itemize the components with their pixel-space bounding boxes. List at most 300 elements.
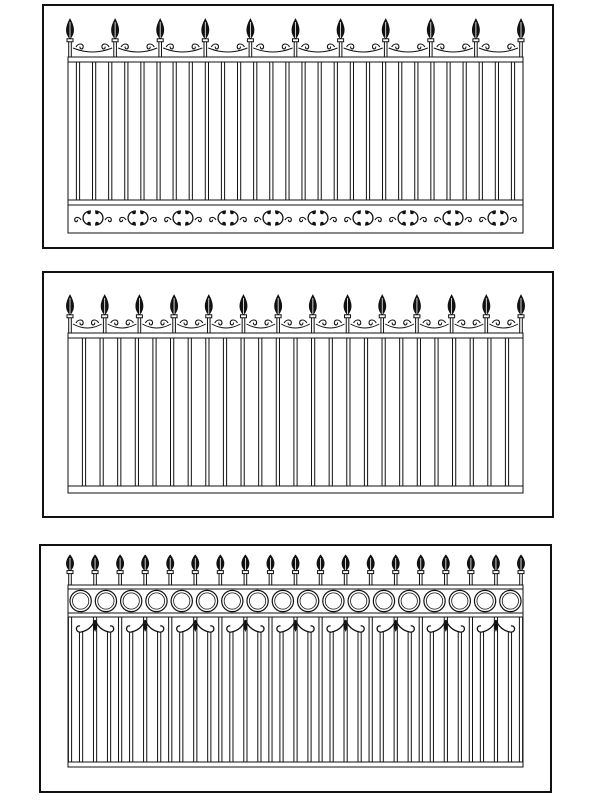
vertical-bar bbox=[223, 338, 226, 486]
vertical-bar bbox=[382, 338, 385, 486]
ring-inner bbox=[376, 593, 392, 609]
spear-finial bbox=[157, 19, 164, 57]
fence-panel-spear-scroll-top-scroll-bottom bbox=[43, 5, 553, 248]
scroll-knob bbox=[357, 211, 361, 215]
ring bbox=[222, 590, 243, 611]
drop-bar bbox=[358, 632, 361, 762]
scroll-knob bbox=[320, 211, 324, 215]
scroll-curl bbox=[435, 217, 441, 221]
fence-panel-spear-scroll-top bbox=[43, 272, 553, 517]
scroll-curl bbox=[255, 217, 261, 221]
scroll-curl bbox=[354, 320, 361, 325]
scroll-curl bbox=[420, 217, 426, 221]
scroll-curl bbox=[300, 320, 307, 325]
spear-finial bbox=[247, 19, 254, 57]
spear-finial bbox=[342, 555, 349, 585]
top-scroll bbox=[434, 44, 473, 52]
ring-inner bbox=[224, 593, 240, 609]
vertical-bar bbox=[173, 62, 176, 200]
spear-finial bbox=[192, 555, 199, 585]
ring-inner bbox=[174, 593, 190, 609]
drop-scroll-left bbox=[227, 620, 246, 632]
spear-finial bbox=[413, 295, 420, 333]
ring bbox=[474, 590, 495, 611]
scroll-arc bbox=[455, 324, 484, 328]
vertical-bar bbox=[189, 62, 192, 200]
spear-finial bbox=[171, 295, 178, 333]
scroll-arc bbox=[351, 324, 380, 328]
ring-inner bbox=[351, 593, 367, 609]
scroll-curl bbox=[388, 320, 395, 325]
scroll-knob bbox=[455, 211, 459, 215]
vertical-bar bbox=[171, 338, 174, 486]
spear-finial bbox=[483, 295, 490, 333]
drop-scroll-right bbox=[95, 620, 114, 632]
drop-bar bbox=[508, 632, 511, 762]
vertical-bar bbox=[329, 338, 332, 486]
scroll-curl bbox=[347, 44, 354, 49]
scroll-curl bbox=[230, 320, 237, 325]
top-scroll bbox=[281, 320, 310, 328]
spear-finial bbox=[240, 295, 247, 333]
scroll-curl bbox=[510, 217, 516, 221]
vertical-bar bbox=[447, 62, 450, 200]
scroll-curl bbox=[265, 320, 272, 325]
scroll-arc bbox=[73, 324, 102, 328]
drop-bar bbox=[280, 632, 283, 762]
drop-bar bbox=[408, 632, 411, 762]
scroll-curl bbox=[375, 217, 381, 221]
vertical-bar bbox=[495, 62, 498, 200]
scroll-curl bbox=[126, 320, 133, 325]
scroll-arc bbox=[389, 48, 428, 52]
scroll-knob bbox=[267, 222, 271, 226]
scroll-curl bbox=[249, 320, 256, 325]
vertical-bar bbox=[241, 338, 244, 486]
scroll-knob bbox=[402, 222, 406, 226]
vertical-bar bbox=[318, 62, 321, 200]
scroll-curl bbox=[345, 217, 351, 221]
top-scroll bbox=[208, 44, 247, 52]
scroll-knob bbox=[95, 211, 99, 215]
vertical-bar bbox=[369, 617, 372, 762]
scroll-curl bbox=[237, 44, 244, 49]
scroll-drop-ornament bbox=[177, 620, 214, 632]
c-scroll-ornament bbox=[435, 211, 472, 226]
scroll-curl bbox=[256, 44, 263, 49]
top-scroll bbox=[389, 44, 428, 52]
scroll-curl bbox=[319, 320, 326, 325]
drop-scroll-right bbox=[346, 620, 365, 632]
spear-finial bbox=[442, 555, 449, 585]
scroll-knob bbox=[402, 211, 406, 215]
scroll-curl bbox=[302, 44, 309, 49]
scroll-knob bbox=[177, 211, 181, 215]
spear-finial bbox=[267, 555, 274, 585]
scroll-curl bbox=[240, 217, 246, 221]
scroll-knob bbox=[312, 222, 316, 226]
drop-bar bbox=[130, 632, 133, 762]
top-scroll bbox=[73, 320, 102, 328]
drop-scroll-right bbox=[245, 620, 264, 632]
scroll-knob bbox=[357, 222, 361, 226]
top-scroll bbox=[299, 44, 338, 52]
top-scroll bbox=[351, 320, 380, 328]
scroll-curl bbox=[282, 44, 289, 49]
scroll-curl bbox=[111, 320, 118, 325]
vertical-bar bbox=[400, 338, 403, 486]
ring bbox=[500, 590, 521, 611]
vertical-bar bbox=[100, 338, 103, 486]
scroll-curl bbox=[458, 320, 465, 325]
scroll-curl bbox=[161, 320, 168, 325]
vertical-bar bbox=[68, 617, 71, 762]
spear-finial bbox=[392, 555, 399, 585]
drop-scroll-left bbox=[327, 620, 346, 632]
drop-bar bbox=[458, 632, 461, 762]
spear-finial bbox=[517, 295, 524, 333]
scroll-arc bbox=[212, 324, 241, 328]
vertical-bar bbox=[417, 338, 420, 486]
scroll-curl bbox=[438, 320, 445, 325]
top-scroll bbox=[246, 320, 275, 328]
scroll-knob bbox=[447, 211, 451, 215]
drop-scroll-right bbox=[396, 620, 415, 632]
vertical-bar bbox=[118, 338, 121, 486]
vertical-bar bbox=[76, 62, 79, 200]
vertical-bar bbox=[270, 62, 273, 200]
ring-inner bbox=[325, 593, 341, 609]
scroll-curl bbox=[215, 320, 222, 325]
vertical-bar bbox=[259, 338, 262, 486]
drop-scroll-right bbox=[145, 620, 164, 632]
vertical-bar bbox=[347, 338, 350, 486]
ring-inner bbox=[300, 593, 316, 609]
top-scroll bbox=[163, 44, 202, 52]
scroll-knob bbox=[500, 211, 504, 215]
scroll-curl bbox=[284, 320, 291, 325]
vertical-bar bbox=[364, 338, 367, 486]
ring-inner bbox=[426, 593, 442, 609]
ring-inner bbox=[199, 593, 215, 609]
scroll-arc bbox=[299, 48, 338, 52]
spear-finial bbox=[379, 295, 386, 333]
c-scroll-ornament bbox=[165, 211, 202, 226]
ring bbox=[196, 590, 217, 611]
spear-finial bbox=[448, 295, 455, 333]
spear-finial bbox=[472, 19, 479, 57]
scroll-curl bbox=[165, 217, 171, 221]
spear-finial bbox=[66, 295, 73, 333]
scroll-arc bbox=[177, 324, 206, 328]
drop-scroll-left bbox=[277, 620, 296, 632]
scroll-curl bbox=[482, 44, 489, 49]
spear-finial bbox=[112, 19, 119, 57]
drop-scroll-left bbox=[76, 620, 95, 632]
drop-scroll-right bbox=[296, 620, 315, 632]
scroll-drop-ornament bbox=[227, 620, 264, 632]
drop-bar bbox=[430, 632, 433, 762]
spear-finial bbox=[344, 295, 351, 333]
spear-finial bbox=[417, 555, 424, 585]
scroll-knob bbox=[447, 222, 451, 226]
ring bbox=[449, 590, 470, 611]
vertical-bar bbox=[188, 338, 191, 486]
scroll-curl bbox=[147, 44, 154, 49]
vertical-bar bbox=[157, 62, 160, 200]
spear-finial bbox=[467, 555, 474, 585]
ring-inner bbox=[148, 593, 164, 609]
drop-bar bbox=[308, 632, 311, 762]
vertical-bar bbox=[141, 62, 144, 200]
scroll-arc bbox=[344, 48, 383, 52]
scroll-curl bbox=[404, 320, 411, 325]
scroll-arc bbox=[479, 48, 518, 52]
vertical-bar bbox=[479, 62, 482, 200]
scroll-knob bbox=[492, 211, 496, 215]
vertical-bar bbox=[82, 338, 85, 486]
ring bbox=[373, 590, 394, 611]
vertical-bar bbox=[511, 62, 514, 200]
c-scroll-ornament bbox=[345, 211, 382, 226]
fence-frame bbox=[68, 333, 523, 493]
spear-finial bbox=[136, 295, 143, 333]
vertical-bar bbox=[350, 62, 353, 200]
drop-scroll-right bbox=[496, 620, 515, 632]
vertical-bar bbox=[221, 62, 224, 200]
vertical-bar bbox=[205, 62, 208, 200]
spear-finial bbox=[275, 295, 282, 333]
scroll-drop-ornament bbox=[76, 620, 113, 632]
drop-scroll-right bbox=[195, 620, 214, 632]
drop-bar bbox=[158, 632, 161, 762]
ring-inner bbox=[502, 593, 518, 609]
scroll-curl bbox=[492, 320, 499, 325]
ring bbox=[399, 590, 420, 611]
spear-finial bbox=[202, 19, 209, 57]
scroll-knob bbox=[132, 222, 136, 226]
scroll-knob bbox=[267, 211, 271, 215]
scroll-drop-ornament bbox=[327, 620, 364, 632]
ring-inner bbox=[275, 593, 291, 609]
spear-finial bbox=[167, 555, 174, 585]
scroll-knob bbox=[365, 222, 369, 226]
vertical-bar bbox=[219, 617, 222, 762]
c-scroll-ornament bbox=[300, 211, 337, 226]
scroll-curl bbox=[392, 44, 399, 49]
scroll-arc bbox=[163, 48, 202, 52]
spear-finial bbox=[101, 295, 108, 333]
scroll-curl bbox=[180, 320, 187, 325]
spear-finial bbox=[317, 555, 324, 585]
ring bbox=[146, 590, 167, 611]
top-scroll bbox=[479, 44, 518, 52]
scroll-curl bbox=[465, 217, 471, 221]
drop-scroll-left bbox=[477, 620, 496, 632]
scroll-curl bbox=[508, 320, 515, 325]
ring bbox=[298, 590, 319, 611]
vertical-bar bbox=[169, 617, 172, 762]
scroll-curl bbox=[285, 217, 291, 221]
scroll-knob bbox=[230, 222, 234, 226]
fence-panel-spear-top-ring-band bbox=[40, 545, 551, 792]
outer-border bbox=[40, 545, 551, 792]
vertical-bar bbox=[399, 62, 402, 200]
spear-finial bbox=[517, 19, 524, 57]
c-scroll-ornament bbox=[210, 211, 247, 226]
scroll-knob bbox=[275, 211, 279, 215]
scroll-arc bbox=[489, 324, 518, 328]
top-scroll bbox=[253, 44, 292, 52]
scroll-curl bbox=[508, 44, 515, 49]
scroll-knob bbox=[87, 211, 91, 215]
vertical-bar bbox=[294, 617, 297, 762]
spear-finial bbox=[217, 555, 224, 585]
outer-border bbox=[43, 272, 553, 517]
scroll-knob bbox=[410, 222, 414, 226]
ring-inner bbox=[401, 593, 417, 609]
vertical-bar bbox=[312, 338, 315, 486]
drop-scroll-left bbox=[427, 620, 446, 632]
scroll-curl bbox=[121, 44, 128, 49]
vertical-bar bbox=[469, 617, 472, 762]
scroll-knob bbox=[177, 222, 181, 226]
scroll-drop-ornament bbox=[127, 620, 164, 632]
spear-finial bbox=[142, 555, 149, 585]
scroll-curl bbox=[145, 320, 152, 325]
scroll-curl bbox=[480, 217, 486, 221]
spear-finial bbox=[91, 555, 98, 585]
scroll-curl bbox=[150, 217, 156, 221]
vertical-bar bbox=[431, 62, 434, 200]
ring-inner bbox=[477, 593, 493, 609]
scroll-curl bbox=[196, 320, 203, 325]
c-scroll-ornament bbox=[120, 211, 157, 226]
vertical-bar bbox=[269, 617, 272, 762]
top-scroll bbox=[108, 320, 137, 328]
top-scroll bbox=[73, 44, 112, 52]
scroll-curl bbox=[75, 217, 81, 221]
scroll-curl bbox=[330, 217, 336, 221]
scroll-curl bbox=[91, 320, 98, 325]
vertical-bar bbox=[109, 62, 112, 200]
scroll-arc bbox=[108, 324, 137, 328]
vertical-bar bbox=[302, 62, 305, 200]
top-scroll bbox=[142, 320, 171, 328]
scroll-curl bbox=[423, 320, 430, 325]
drop-scroll-right bbox=[446, 620, 465, 632]
vertical-bar bbox=[463, 62, 466, 200]
vertical-bar bbox=[294, 338, 297, 486]
scroll-curl bbox=[372, 44, 379, 49]
vertical-bar bbox=[415, 62, 418, 200]
scroll-knob bbox=[492, 222, 496, 226]
scroll-knob bbox=[140, 211, 144, 215]
spear-finial bbox=[492, 555, 499, 585]
scroll-knob bbox=[312, 211, 316, 215]
scroll-knob bbox=[185, 222, 189, 226]
ring bbox=[348, 590, 369, 611]
vertical-bar bbox=[125, 62, 128, 200]
fence-frame bbox=[68, 617, 523, 767]
vertical-bar bbox=[366, 62, 369, 200]
scroll-knob bbox=[410, 211, 414, 215]
scroll-knob bbox=[185, 211, 189, 215]
scroll-knob bbox=[95, 222, 99, 226]
scroll-knob bbox=[500, 222, 504, 226]
scroll-curl bbox=[195, 217, 201, 221]
ring bbox=[121, 590, 142, 611]
drop-bar bbox=[480, 632, 483, 762]
scroll-curl bbox=[102, 44, 109, 49]
vertical-bar bbox=[383, 62, 386, 200]
drop-bar bbox=[107, 632, 110, 762]
spear-finial bbox=[292, 555, 299, 585]
scroll-knob bbox=[455, 222, 459, 226]
spear-finial bbox=[205, 295, 212, 333]
top-scroll bbox=[212, 320, 241, 328]
scroll-arc bbox=[434, 48, 473, 52]
vertical-bar bbox=[394, 617, 397, 762]
top-scroll bbox=[177, 320, 206, 328]
ring-inner bbox=[73, 593, 89, 609]
spear-finial bbox=[382, 19, 389, 57]
scroll-drop-ornament bbox=[277, 620, 314, 632]
ring bbox=[323, 590, 344, 611]
scroll-curl bbox=[390, 217, 396, 221]
ring-inner bbox=[98, 593, 114, 609]
scroll-knob bbox=[275, 222, 279, 226]
scroll-curl bbox=[105, 217, 111, 221]
vertical-bar bbox=[334, 62, 337, 200]
vertical-bar bbox=[286, 62, 289, 200]
spear-finial bbox=[66, 19, 73, 57]
vertical-bar bbox=[435, 338, 438, 486]
scroll-arc bbox=[281, 324, 310, 328]
spear-finial bbox=[117, 555, 124, 585]
scroll-curl bbox=[211, 44, 218, 49]
drop-bar bbox=[330, 632, 333, 762]
vertical-bar bbox=[93, 617, 96, 762]
scroll-drop-ornament bbox=[377, 620, 414, 632]
scroll-curl bbox=[76, 44, 83, 49]
vertical-bar bbox=[93, 62, 96, 200]
ring bbox=[171, 590, 192, 611]
c-scroll-ornament bbox=[390, 211, 427, 226]
ring bbox=[95, 590, 116, 611]
top-scroll bbox=[344, 44, 383, 52]
scroll-knob bbox=[320, 222, 324, 226]
scroll-arc bbox=[246, 324, 275, 328]
drop-bar bbox=[230, 632, 233, 762]
scroll-drop-ornament bbox=[477, 620, 514, 632]
scroll-arc bbox=[253, 48, 292, 52]
drop-bar bbox=[380, 632, 383, 762]
vertical-bar bbox=[194, 617, 197, 762]
scroll-arc bbox=[420, 324, 449, 328]
scroll-arc bbox=[73, 48, 112, 52]
spear-finial bbox=[292, 19, 299, 57]
top-scroll bbox=[316, 320, 345, 328]
top-scroll bbox=[489, 320, 518, 328]
vertical-bar bbox=[419, 617, 422, 762]
drop-bar bbox=[208, 632, 211, 762]
scroll-arc bbox=[118, 48, 157, 52]
ring-inner bbox=[452, 593, 468, 609]
scroll-knob bbox=[132, 211, 136, 215]
scroll-knob bbox=[365, 211, 369, 215]
scroll-curl bbox=[369, 320, 376, 325]
